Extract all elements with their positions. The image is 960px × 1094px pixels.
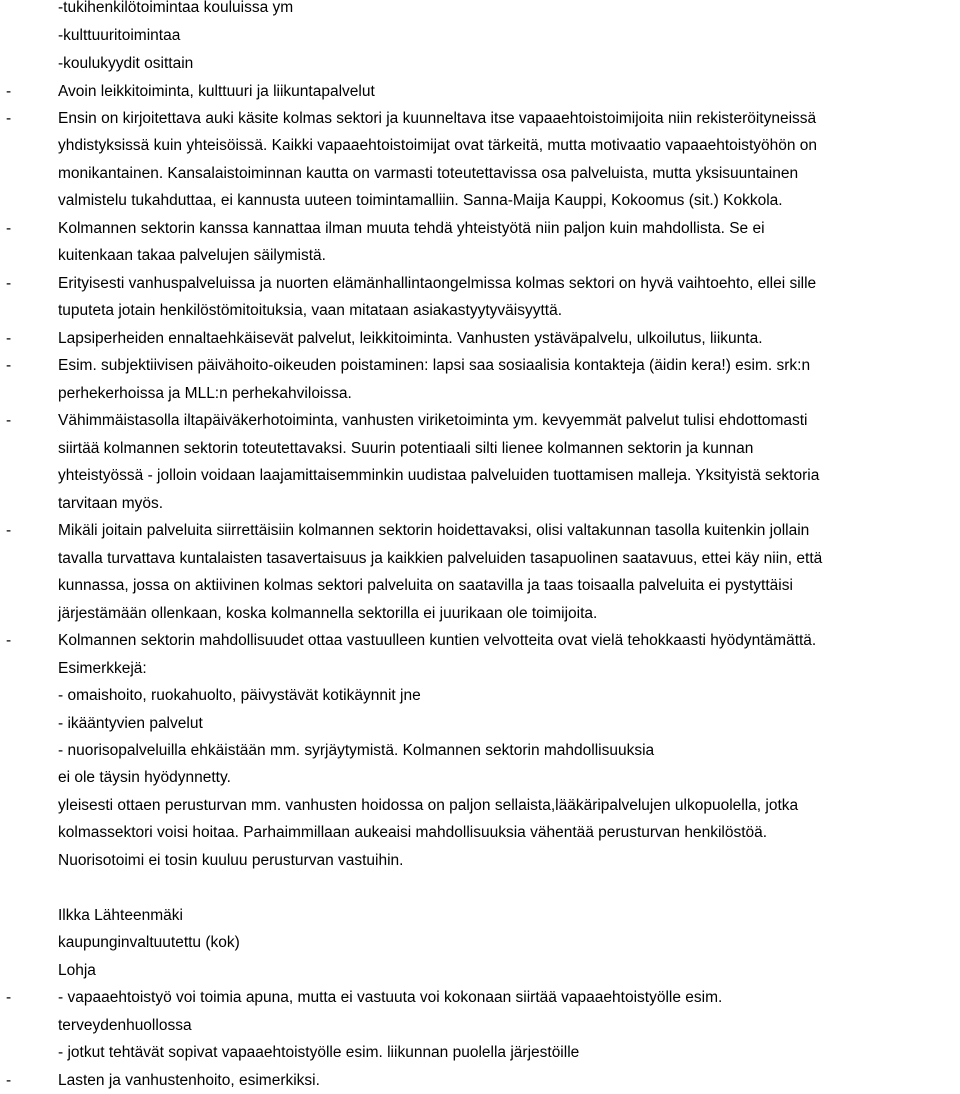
text-line: tarvitaan myös. (58, 495, 164, 512)
text-line: Kolmannen sektorin mahdollisuudet ottaa vastuulleen kuntien velvotteita ovat vielä tehokkaasti hyödyntämättä. (58, 632, 817, 649)
line-dash: - (6, 989, 12, 1006)
line-dash: - (6, 330, 12, 347)
line-dash: - (6, 412, 12, 429)
text-line: Lapsiperheiden ennaltaehkäisevät palvelut, leikkitoiminta. Vanhusten ystäväpalvelu, ulkoilutus, liikunta. (58, 330, 763, 347)
text-line: Kolmannen sektorin kanssa kannattaa ilman muuta tehdä yhteistyötä niin paljon kuin mahdollista. Se ei (58, 220, 765, 237)
text-line: yleisesti ottaen perusturvan mm. vanhusten hoidossa on paljon sellaista,lääkäripalvelujen ulkopuolella, jotka (58, 797, 799, 814)
line-dash: - (6, 357, 12, 374)
text-line: järjestämään ollenkaan, koska kolmannella sektorilla ei juurikaan ole toimijoita. (58, 605, 598, 622)
author-location: Lohja (58, 962, 96, 979)
text-line: kunnassa, jossa on aktiivinen kolmas sektori palveluita on saatavilla ja taas toisaalla palveluita ei pystyttäisi (58, 577, 793, 594)
author-title: kaupunginvaltuutettu (kok) (58, 934, 240, 951)
text-line: Esimerkkejä: (58, 660, 147, 677)
text-line: ei ole täysin hyödynnetty. (58, 769, 231, 786)
text-line: - ikääntyvien palvelut (58, 715, 203, 732)
text-line: Avoin leikkitoiminta, kulttuuri ja liikuntapalvelut (58, 83, 375, 100)
text-line: - jotkut tehtävät sopivat vapaaehtoistyölle esim. liikunnan puolella järjestöille (58, 1044, 580, 1061)
text-line: valmistelu tukahduttaa, ei kannusta uuteen toimintamalliin. Sanna-Maija Kauppi, Kokoomus (sit.) Kokkola. (58, 192, 783, 209)
line-dash: - (6, 83, 12, 100)
text-line: - nuorisopalveluilla ehkäistään mm. syrjäytymistä. Kolmannen sektorin mahdollisuuksia (58, 742, 655, 759)
text-line: siirtää kolmannen sektorin toteutettavaksi. Suurin potentiaali silti lienee kolmannen sektorin ja kunnan (58, 440, 754, 457)
text-line: yhteistyössä - jolloin voidaan laajamittaisemminkin uudistaa palveluiden tuottamisen malleja. Yksityistä sektoria (58, 467, 820, 484)
text-line: -kulttuuritoimintaa (58, 27, 181, 44)
text-line: kolmassektori voisi hoitaa. Parhaimmillaan aukeaisi mahdollisuuksia vähentää perusturvan henkilöstöä. (58, 824, 768, 841)
text-line: yhdistyksissä kuin yhteisöissä. Kaikki vapaaehtoistoimijat ovat tärkeitä, mutta motivaatio vapaaehtoistyöhön on (58, 137, 818, 154)
text-line: tuputeta jotain henkilöstömitoituksia, vaan mitataan asiakastyytyväisyyttä. (58, 302, 563, 319)
text-line: Mikäli joitain palveluita siirrettäisiin kolmannen sektorin hoidettavaksi, olisi valtakunnan tasolla kuitenkin jollain (58, 522, 810, 539)
line-dash: - (6, 110, 12, 127)
line-dash: - (6, 1072, 12, 1089)
text-line: -tukihenkilötoimintaa kouluissa ym (58, 0, 294, 16)
line-dash: - (6, 220, 12, 237)
line-dash: - (6, 522, 12, 539)
text-line: Nuorisotoimi ei tosin kuuluu perusturvan vastuihin. (58, 852, 404, 869)
text-line: - omaishoito, ruokahuolto, päivystävät kotikäynnit jne (58, 687, 421, 704)
line-dash: - (6, 275, 12, 292)
line-dash: - (6, 632, 12, 649)
text-line: Ensin on kirjoitettava auki käsite kolmas sektori ja kuunneltava itse vapaaehtoistoimijoita niin rekisteröityneissä (58, 110, 817, 127)
text-line: - vapaaehtoistyö voi toimia apuna, mutta ei vastuuta voi kokonaan siirtää vapaaehtoistyölle esim. (58, 989, 723, 1006)
text-line: tavalla turvattava kuntalaisten tasavertaisuus ja kaikkien palveluiden tasapuolinen saatavuus, ettei käy niin, että (58, 550, 823, 567)
author-name: Ilkka Lähteenmäki (58, 907, 183, 924)
text-line: terveydenhuollossa (58, 1017, 192, 1034)
text-line: kuitenkaan takaa palvelujen säilymistä. (58, 247, 326, 264)
text-line: monikantainen. Kansalaistoiminnan kautta on varmasti toteutettavissa osa palveluista, mutta yksisuuntainen (58, 165, 799, 182)
text-line: Vähimmäistasolla iltapäiväkerhotoiminta, vanhusten viriketoiminta ym. kevyemmät palvelut tulisi ehdottomasti (58, 412, 808, 429)
text-line: -koulukyydit osittain (58, 55, 194, 72)
text-line: Lasten ja vanhustenhoito, esimerkiksi. (58, 1072, 320, 1089)
text-line: Erityisesti vanhuspalveluissa ja nuorten elämänhallintaongelmissa kolmas sektori on hyvä vaihtoehto, ellei sille (58, 275, 817, 292)
text-line: Esim. subjektiivisen päivähoito-oikeuden poistaminen: lapsi saa sosiaalisia kontakteja (äidin kera!) esim. srk:n (58, 357, 811, 374)
text-line: perhekerhoissa ja MLL:n perhekahviloissa. (58, 385, 352, 402)
